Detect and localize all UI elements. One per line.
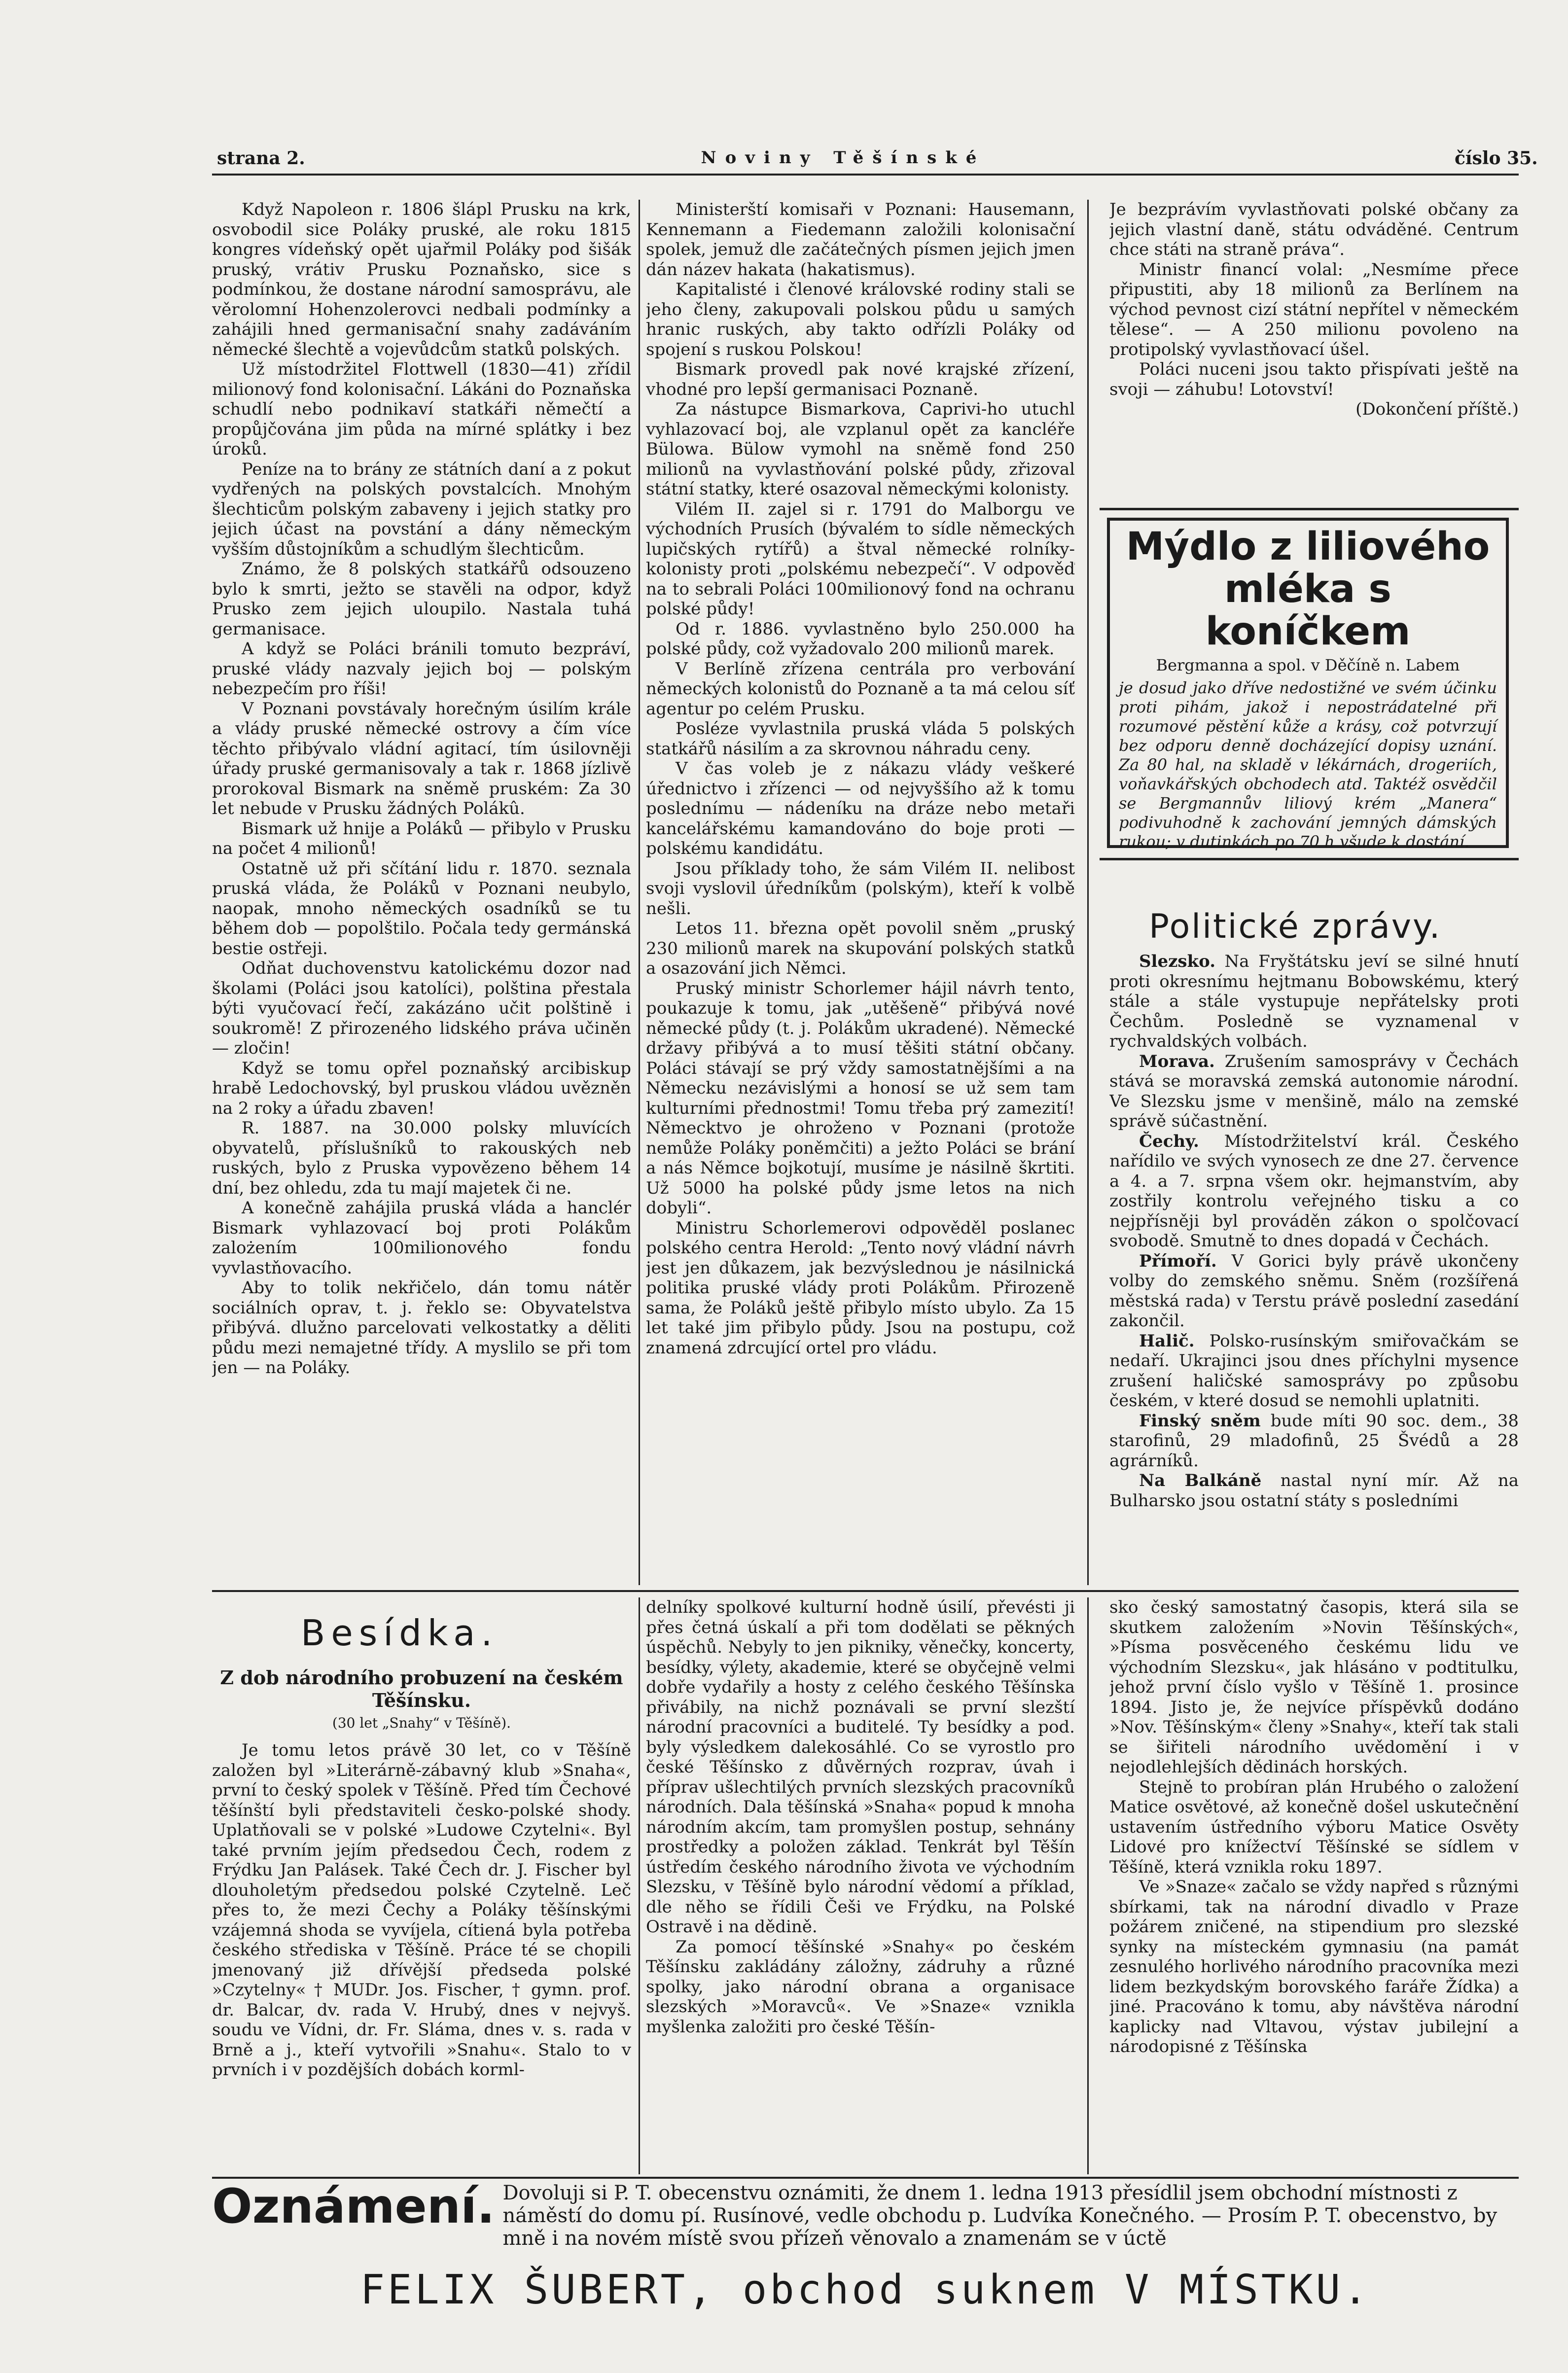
column-divider: [1087, 1597, 1089, 2174]
notice-signature: FELIX ŠUBERT, obchod suknem V MÍSTKU.: [360, 2267, 1371, 2313]
besidka-column-3: [1109, 1597, 1519, 2174]
news-label: Morava.: [1139, 1051, 1215, 1071]
besidka-note: (30 let „Snahy“ v Těšíně).: [332, 1715, 511, 1731]
paragraph: Pruský ministr Schorlemer hájil návrh tento, poukazuje k tomu, jak „utěšeně“ přibývá nové německé půdy (t. j. Polákům ukradené). Německé državy přibývá a to musí těšiti státní občany. Poláci stávají se prý vždy samostatnějšími a na Německu nezávislými a honosí se už sem tam kulturními přednostmi! Tomu třeba prý zamezití! Německtvo je ohroženo v Poznani (protože nemůže Poláky poněmčiti) a ježto Poláci se brání a nás Němce bojkotují, musíme je násilně škrtiti. Už 5000 ha polské půdy jsme letos na nich dobyli“.: [646, 978, 1075, 1218]
paragraph: Odňat duchovenstvu katolickému dozor nad školami (Poláci jsou katolíci), polština přestala býti vyučovací řečí, zakázáno učit polštině i soukromě! Z přirozeného lidského práva učiněn — zločin!: [212, 958, 631, 1058]
news-item: [1109, 1471, 1519, 1511]
paragraph: Kapitalisté i členové královské rodiny stali se jeho členy, zakupovali polskou půdu u samých hranic ruských, aby takto odřízli Poláky od spojení s ruskou Polskou!: [646, 280, 1075, 359]
paragraph: Aby to tolik nekřičelo, dán tomu nátěr sociálních oprav, t. j. řeklo se: Obyvatelstva přibývá. dlužno parcelovati velkostatky a děliti půdu mezi nemajetné třídy. A myslilo se při tom jen — na Poláky.: [212, 1278, 631, 1378]
paragraph: Od r. 1886. vyvlastněno bylo 250.000 ha polské půdy, což vyžadovalo 200 milionů marek.: [646, 619, 1075, 659]
news-text: bude míti 90 soc. dem., 38 starofinů, 29 mladofinů, 25 Švédů a 28 agrárníků.: [1109, 1411, 1519, 1471]
news-label: Přímoří.: [1139, 1251, 1217, 1271]
ad-text: je dosud jako dříve nedostižné ve svém účinku proti pihám, jakož i nepostrádatelné při rozumové pěstění kůže a krásy, což potvrzují bez odporu denně docházející dopisy uznání. Za 80 hal, na skladě v lékárnách, drogeriích, voňavkářských obchodech atd. Taktéž osvědčil se Bergmannův liliový krém „Manera“ podivuhodně k zachování jemných dámských rukou; v dutinkách po 70 h všude k dostání.: [1119, 678, 1497, 851]
news-item: [1109, 1331, 1519, 1411]
paragraph: Bismark provedl pak nové krajské zřízení, vhodné pro lepší germanisaci Poznaně.: [646, 359, 1075, 399]
issue-number: číslo 35.: [1455, 148, 1538, 169]
paragraph: Ministerští komisaři v Poznani: Hausemann, Kennemann a Fiedemann založili kolonisační spolek, jemuž dle začátečných písmen jejich jmen dán název hakata (hakatismus).: [646, 200, 1075, 280]
paragraph: Když Napoleon r. 1806 šlápl Prusku na krk, osvobodil sice Poláky pruské, ale roku 1815 kongres vídeňský opět ujařmil Poláky pod šišák pruský, vrátiv Prusku Poznaňsko, sice s podmínkou, že dostane národní samosprávu, ale věrolomní Hohenzolerovci nedbali podmínky a zahájili hned germanisační snahy zadáváním německé šlechtě a vojevůdcům statků polských.: [212, 200, 631, 359]
article-column-3: [1109, 200, 1519, 496]
paragraph: Jsou příklady toho, že sám Vilém II. nelibost svoji vyslovil úředníkům (polským), kteří k volbě nešli.: [646, 858, 1075, 919]
paragraph: Je bezprávím vyvlastňovati polské občany za jejich vlastní daně, státu odváděné. Centrum chce státi na straně práva“.: [1109, 200, 1519, 259]
paragraph: Známo, že 8 polských statkářů odsouzeno bylo k smrti, ježto se stavěli na odpor, když Prusko zem jejich uloupilo. Nastala tuhá germanisace.: [212, 559, 631, 639]
news-text: Polsko-rusínským smiřovačkám se nedaří. Ukrajinci jsou dnes příchylni mysence zrušení haličské samosprávy po způsobu českém, v které dosud se nemohli uplatniti.: [1109, 1331, 1519, 1411]
besidka-column-2: [646, 1597, 1075, 2174]
column-divider: [1087, 200, 1089, 1585]
paragraph: sko český samostatný časopis, která sila se skutkem založením »Novin Těšínských«, »Písma posvěceného českému lidu ve východním Slezsku«, jak hlásáno v podtitulku, jehož první číslo vyšlo v Těšíně 1. prosince 1894. Jisto je, že nejvíce příspěvků dodáno »Nov. Těšínským« členy »Snahy«, kteří tak stali se šiřiteli národního uvědomění i v nejodlehlejších dědinách horských.: [1109, 1597, 1519, 1777]
ad-title: mléka s koníčkem: [1205, 567, 1411, 654]
news-label: Slezsko.: [1139, 952, 1216, 971]
paragraph: Vilém II. zajel si r. 1791 do Malborgu ve východních Prusích (bývalém to sídle německých lupičských rytířů) a štval německé rolníky-kolonisty proti „polskému nebezpečí“. V odpověď na to sebrali Poláci 100milionový fond na ochranu polské půdy!: [646, 499, 1075, 619]
paragraph: Ministru Schorlemerovi odpověděl poslanec polského centra Herold: „Tento nový vládní návrh jest jen důkazem, jak bezvýslednou je násilnická politika pruské vlády proti Polákům. Přirozeně sama, že Poláků ještě přibylo místo ubylo. Za 15 let také jim přibylo půdy. Jsou na postupu, což znamená zdrcující ortel pro vládu.: [646, 1218, 1075, 1358]
soap-advertisement: [1107, 518, 1509, 851]
column-divider: [639, 200, 640, 1585]
besidka-heading: Besídka.: [301, 1612, 499, 1654]
paragraph: Už místodržitel Flottwell (1830—41) zřídil milionový fond kolonisační. Lákáni do Poznaňska schudlí nebo podnikaví statkáři němečtí a propůjčována jim půda na mírné splátky i bez úroků.: [212, 359, 631, 459]
paragraph: delníky spolkové kulturní hodně úsilí, převésti ji přes četná úskalí a při tom dodělati se pěkných úspěchů. Nebyly to jen pikniky, věnečky, koncerty, besídky, výlety, akademie, které se obyčejně velmi dobře vydařily a hosty z celého českého Těšínska přivábily, na nichž poznávali se první slezští národní pracovníci a buditelé. Ty besídky a pod. byly výsledkem dalekosáhlé. Co se vyrostlo pro české Těšínsko z důvěrných rozprav, úvah i příprav ušlechtilých prvních slezských pracovníků národních. Dala těšínská »Snaha« popud k mnoha národním akcím, tam promyšlen postup, sehnány prostředky a položen základ. Tenkrát byl Těšín ústředím českého národního života ve východním Slezsku, v Těšíně bylo národní vědomí a příklad, dle něho se řídili Češi ve Frýdku, na Polské Ostravě i na dědině.: [646, 1597, 1075, 1937]
politics-column: [1109, 952, 1519, 1578]
column-divider: [639, 1597, 640, 2174]
paragraph: Posléze vyvlastnila pruská vláda 5 polských statkářů násilím a za skrovnou náhradu ceny.: [646, 719, 1075, 759]
news-label: Na Balkáně: [1139, 1471, 1262, 1490]
news-item: [1109, 1052, 1519, 1132]
news-label: Čechy.: [1139, 1131, 1199, 1151]
paragraph: Bismark už hnije a Poláků — přibylo v Prusku na počet 4 milionů!: [212, 818, 631, 858]
header-rule: [212, 174, 1519, 176]
paragraph: Za nástupce Bismarkova, Caprivi-ho utuchl vyhlazovací boj, ale vzplanul opět za kancléře Bülowa. Bülow vymohl na sněmě fond 250 milionů na vyvlastňování polské půdy, zřizoval státní statky, které osazoval německými kolonisty.: [646, 399, 1075, 499]
news-text: V Gorici byly právě ukončeny volby do zemského sněmu. Sněm (rozšířená městská rada) v Terstu právě poslední zasedání zakončil.: [1109, 1251, 1519, 1331]
paragraph: Letos 11. března opět povolil sněm „pruský 230 milionů marek na skupování polských statků a osazování jich Němci.: [646, 919, 1075, 978]
paragraph: Je tomu letos právě 30 let, co v Těšíně založen byl »Literárně-zábavný klub »Snaha«, první to český spolek v Těšíně. Před tím Čechové těšínští byli představiteli česko-polské shody. Uplatňovali se v polské »Ludowe Czytelni«. Byl také prvním jejím předsedou Čech, rodem z Frýdku Jan Palásek. Také Čech dr. J. Fischer byl dlouholetým předsedou polské Czytelně. Leč přes to, že mezi Čechy a Poláky těšínskými vzájemná shoda se vyvíjela, cítiená byla potřeba českého střediska v Těšíně. Práce té se chopili jmenovaný již dřívější předseda polské »Czytelny« † MUDr. Jos. Fischer, † gymn. prof. dr. Balcar, dv. rada V. Hrubý, dnes v nejvyš. soudu ve Vídni, dr. Fr. Sláma, dnes v. s. rada v Brně a j., kteří vytvořili »Snahu«. Stalo to v prvních i v pozdějších dobách korml-: [212, 1740, 631, 2080]
paragraph: V Poznani povstávaly horečným úsilím krále a vlády pruské německé ostrovy a čím více těchto přibývalo vládní agitací, tím úsilovněji úřady pruské germanisovaly a tak r. 1868 jízlivě prorokoval Bismark na sněmě pruském: Za 30 let nebude v Prusku žádných Polákû.: [212, 699, 631, 818]
ad-maker: Bergmanna a spol. v Děčíně n. Labem: [1156, 656, 1460, 674]
besidka-column-1: [212, 1740, 631, 2174]
notice-title: Oznámení.: [212, 2179, 495, 2234]
article-column-1: [212, 200, 631, 1575]
paragraph: V Berlíně zřízena centrála pro verbování německých kolonistů do Poznaně a ta má celou síť agentur po celém Prusku.: [646, 659, 1075, 719]
ad-top-rule: [1100, 508, 1519, 510]
paragraph: Ministr financí volal: „Nesmíme přece připustiti, aby 18 milionů za Berlínem na východ pevnost cizí státní nepřítel v německém tělese“. — A 250 milionu povoleno na protipolský vyvlastňovací úšel.: [1109, 259, 1519, 359]
news-item: [1109, 1411, 1519, 1471]
news-text: Místodržitelství král. Českého nařídilo ve svých vynosech ze dne 27. července a 4. a 7. srpna všem okr. hejmanstvím, aby zostřily kontrolu veřejného tisku a co nejpřísněji byl prováděn zákon o spolčovací svobodě. Smutně to dnes dopadá v Čechách.: [1109, 1131, 1519, 1251]
politics-heading: Politické zprávy.: [1149, 907, 1442, 946]
news-label: Finský sněm: [1139, 1411, 1261, 1431]
news-text: nastal nyní mír. Až na Bulharsko jsou ostatní státy s posledními: [1109, 1471, 1519, 1511]
news-label: Halič.: [1139, 1331, 1195, 1351]
ad-title: Mýdlo z liliového: [1126, 525, 1490, 569]
besidka-subheading: Z dob národního probuzení na českém Těšínsku.: [220, 1666, 623, 1711]
paragraph: Za pomocí těšínské »Snahy« po českém Těšínsku zakládány záložny, zádruhy a různé spolky, jako národní obrana a organisace slezských »Moravců«. Ve »Snaze« vznikla myšlenka založiti pro české Těšín-: [646, 1937, 1075, 2037]
paragraph: Poláci nuceni jsou takto přispívati ještě na svoji — záhubu! Lotovství!: [1109, 359, 1519, 399]
paragraph: R. 1887. na 30.000 polsky mluvících obyvatelů, příslušníků to rakouských neb ruských, bylo z Pruska vypovězeno během 14 dní, bez ohledu, zda tu mají majetek či ne.: [212, 1118, 631, 1198]
paragraph: Ostatně už při sčítání lidu r. 1870. seznala pruská vláda, že Poláků v Poznani neubylo, naopak, mnoho německých osadníků se tu během dob — popolštilo. Počala tedy germánská bestie ostřeji.: [212, 858, 631, 958]
paragraph: Stejně to probíran plán Hrubého o založení Matice osvětové, až konečně došel uskutečnění ustavením ústředního výboru Matice Osvěty Lidové pro knížectví Těšínské se sídlem v Těšíně, která vznikla roku 1897.: [1109, 1777, 1519, 1877]
news-item: [1109, 1132, 1519, 1251]
paragraph: Když se tomu opřel poznaňský arcibiskup hrabě Ledochovský, byl pruskou vládou uvězněn na 2 roky a úřadu zbaven!: [212, 1058, 631, 1118]
notice-advertisement: [212, 2179, 1519, 2261]
paragraph: A konečně zahájila pruská vláda a hanclér Bismark vyhlazovací boj proti Polákům zalożením 100milionového fondu vyvlastňovacího.: [212, 1198, 631, 1278]
news-item: [1109, 1251, 1519, 1331]
ad-bottom-rule: [1100, 858, 1519, 860]
news-text: Na Fryštátsku jeví se silné hnutí proti okresnímu hejtmanu Bobowskému, který stále a stále vystupuje nepřátelsky proti Čechům. Posledně se vyznamenal v rychvaldských volbách.: [1109, 952, 1519, 1051]
article-column-2: [646, 200, 1075, 1585]
paragraph: A když se Poláci bránili tomuto bezpráví, pruské vlády nazvaly jejich boj — polským nebezpečím pro říši!: [212, 639, 631, 699]
page-number: strana 2.: [217, 148, 305, 169]
news-item: [1109, 952, 1519, 1052]
to-be-continued: (Dokončení příště.): [1355, 399, 1519, 419]
notice-text: Dovoluji si P. T. obecenstvu oznámiti, že dnem 1. ledna 1913 přesídlil jsem obchodní místnosti z náměstí do domu pí. Rusínové, vedle obchodu p. Ludvíka Konečného. — Prosím P. T. obecenstvo, by mně i na novém místě svou přízeň věnovalo a znamenám se v úctě: [502, 2182, 1497, 2250]
paragraph: Ve »Snaze« začalo se vždy napřed s různými sbírkami, tak na národní divadlo v Praze požárem zničené, na stipendium pro slezské synky na místeckém gymnasiu (na památ zesnulého horlivého národního pracovníka mezi lidem bezkydským borovského faráře Žídka) a jiné. Pracováno k tomu, aby návštěva národní kaplicky nad Vltavou, výstav jubilejní a národopisné z Těšínska: [1109, 1877, 1519, 2056]
news-text: Zrušením samosprávy v Čechách stává se moravská zemská autonomie národní. Ve Slezsku jsme v menšině, málo na zemské správě súčastnění.: [1109, 1051, 1519, 1131]
newspaper-title: Noviny Těšínské: [701, 148, 986, 168]
section-rule: [212, 1590, 1519, 1592]
paragraph: V čas voleb je z nákazu vlády veškeré úřednictvo i zřízenci — od nejvyššího až k tomu poslednímu — nádeníku na dráze nebo metaři kancelářskému kamandováno do boje proti — polskému kandidátu.: [646, 759, 1075, 858]
paragraph: Peníze na to brány ze státních daní a z pokut vydřených na polských povstalcích. Mnohým šlechticům polským zabaveny i jejich statky pro jejich účast na povstání a dány německým vyšším důstojníkům a schudlým šlechticům.: [212, 459, 631, 559]
